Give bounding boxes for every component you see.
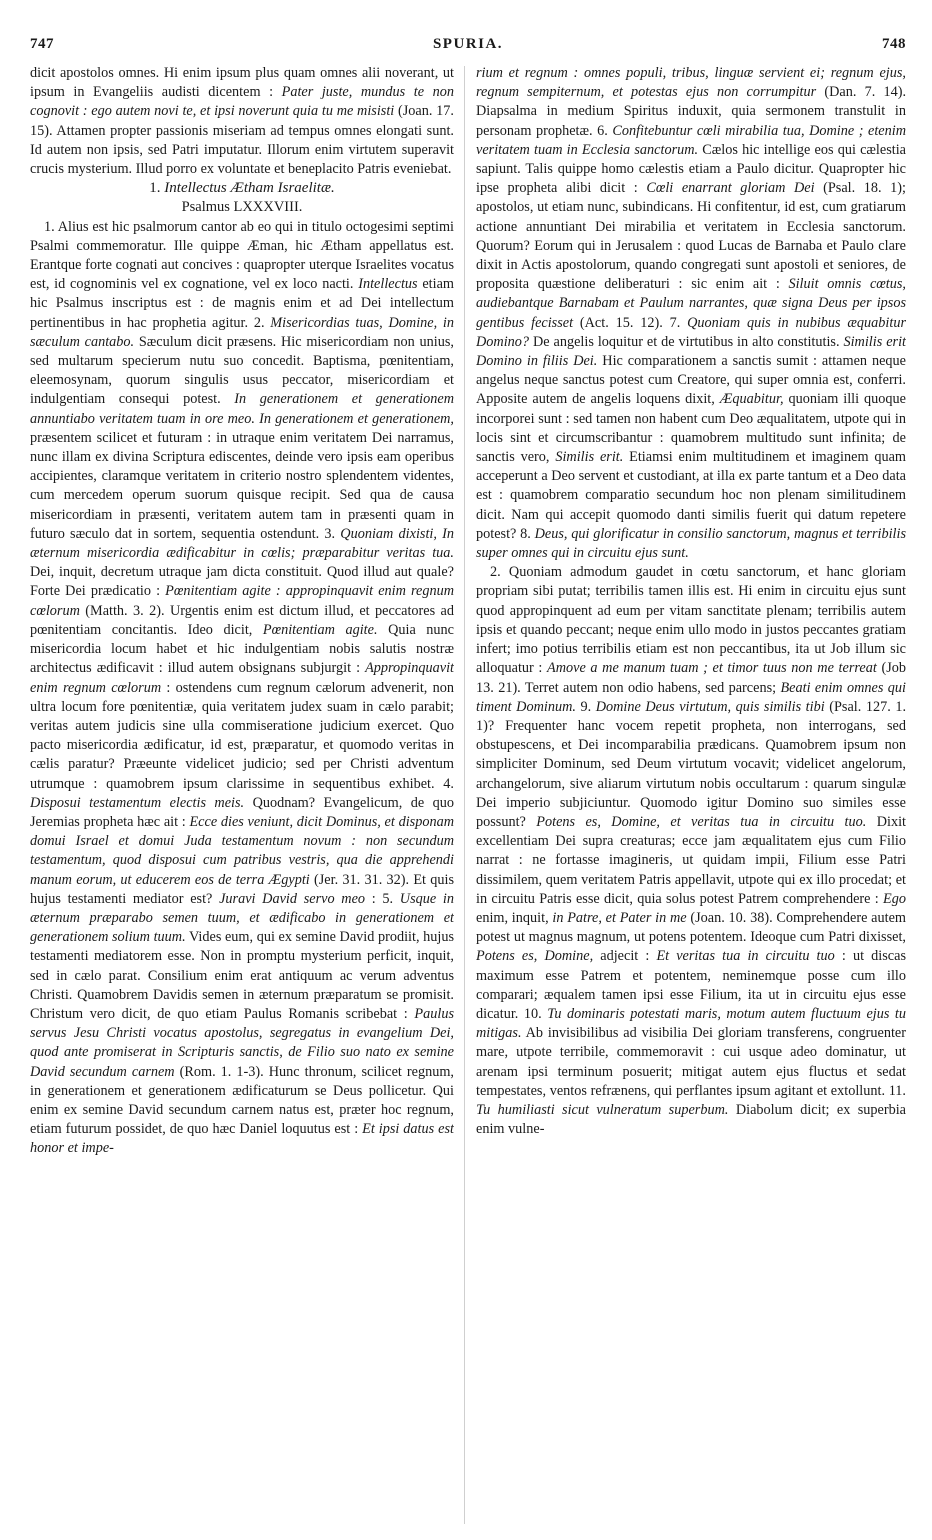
text-run: (Psal. 18. 1); apostolos, ut etiam nunc, subindicans. Hi confitentur, id est, cum gratiarum actione annuntiant Dei mirabilia et veritatem in Ecclesia sanctorum. Quorum? Eorum qui in Jerusalem : quod Lucas de Barnaba et Paulo clare dixit in Actis apostolorum, quando congregati sunt apostoli et seniores, de proposita quæstione deliberaturi : sic enim ait : bbox=[476, 180, 906, 293]
italic-citation-run: Potens es, Domine, bbox=[476, 948, 594, 965]
italic-citation-run: Beati enim omnes qui timent Dominum. bbox=[476, 679, 906, 715]
page-number-left: 747 bbox=[30, 36, 54, 52]
text-run: Quia nunc misericordia locum habet et hic indulgentiam nobis salutis nostræ architectus ædificavit : illud autem obsignans subjurgit : bbox=[30, 621, 454, 677]
text-run: : 5. bbox=[365, 890, 400, 907]
italic-citation-run: Quoniam quis in nubibus æquabitur Domino? bbox=[476, 314, 906, 350]
italic-citation-run: Æquabitur, bbox=[719, 391, 784, 408]
italic-citation-run: Disposui testamentum electis meis. bbox=[30, 794, 245, 811]
text-run: (Psal. 127. 1. 1)? Frequenter hanc vocem repetit propheta, non interrogans, sed obstupescens, et Dei incomparabilia prædicans. Quamobrem ipsum non simpliciter Dominum, sed Deum virtutum vocavit; videlicet angelorum, archangelorum, sive aliarum virtutum nobis occultarum : quarum singulæ Dei imperio subjiciuntur. Quomodo igitur Domino suo similes esse possunt? bbox=[476, 698, 906, 830]
text-run: Cælos hic intellige eos qui cælestia sapiunt. Talis quippe homo cælestis etiam a Paulo dicitur. Quapropter hic ipse propheta alibi dicit : bbox=[476, 141, 906, 197]
text-run: Diabolum dicit; ex superbia enim vulne- bbox=[476, 1101, 906, 1138]
italic-citation-run: Pater juste, mundus te non cognovit : ego autem novi te, et ipsi noverunt quia tu me misisti bbox=[30, 84, 454, 120]
text-run: (Job 13. 21). Terret autem non odio habens, sed parcens; bbox=[476, 660, 906, 696]
italic-citation-run: Similis erit Domino in filiis Dei. bbox=[476, 333, 906, 370]
italic-citation-run: Amove a me manum tuam ; et timor tuus non me terreat bbox=[547, 660, 877, 677]
italic-citation-run: Tu dominaris potestati maris, motum autem fluctuum ejus tu mitigas. bbox=[476, 1005, 906, 1042]
text-run: Ab invisibilibus ad visibilia Dei gloriam transferens, congruenter mare, utpote terribile, commemoravit : cui usque adeo dominatur, ut arenam ipsi terminum posuerit; mitigat autem ejus fluctus et sedat tempestates, ventos refrænens, qui perflantes ipsum agitant et extollunt. 11. bbox=[476, 1025, 906, 1099]
text-run: : ostendens cum regnum cælorum advenerit, non ultra locum fore pœnitentiæ, quia veritatem judex suam in cælo parabit; veritas autem judicis sine ulla commiseratione judicium exercet. Quo pacto misericordia ædificatur, id est, præparatur, et quomodo veritas in cælis paratur? Præeunte videlicet judicio; sed per Christi adventum utrumque : quamobrem ipsum clarissime in sequentibus exhibet. 4. bbox=[30, 679, 454, 792]
italic-citation-run: In generationem et generationem annuntiabo veritatem tuam in ore meo. In generationem et generationem, bbox=[30, 391, 454, 427]
text-run: (Jer. 31. 31. 32). Et quis hujus testamenti mediator est? bbox=[30, 871, 454, 907]
text-run: De angelis loquitur et de virtutibus in alto constitutis. bbox=[529, 333, 844, 350]
italic-citation-run: Appropinquavit enim regnum cœlorum bbox=[30, 660, 454, 696]
text-run: (Rom. 1. 1-3). Hunc thronum, scilicet regnum, in generationem et generationem ædificaturum se Deus pollicetur. Qui enim ex semine David secundum carnem natus est, præter hoc regnum, etiam futurum possidet, de quo hæc Daniel loquutus est : bbox=[30, 1063, 454, 1138]
text-run: Quodnam? Evangelicum, de quo Jeremias propheta hæc ait : bbox=[30, 794, 454, 830]
text-run: Dixit excellentiam Dei supra creaturas; ecce jam æqualitatem ejus cum Filio narrat : ne fortasse imagineris, ut quidam impii, Filium esse Patri dissimilem, quem veritatem Patris appellavit, utpote qui ex illo procedat; et in circuitu Patris esse dicit, quia solus potest Patrem comprehendere : bbox=[476, 813, 906, 907]
text-run: (Matth. 3. 2). Urgentis enim est dictum illud, et peccatores ad pœnitentiam concitantis. Ideo dicit, bbox=[30, 602, 454, 638]
italic-citation-run: Confitebuntur cœli mirabilia tua, Domine ; etenim veritatem tuam in Ecclesia sanctorum. bbox=[476, 122, 906, 158]
text-run: Etiamsi enim multitudinem et imaginem quam acceperunt a Deo servent et custodiant, at illa ex parte tantum et a Deo data est : quamobrem comparatio secundum hoc non plenam similitudinem dicit. Nam qui accepit quomodo danti similis fuerit qui datum repetere potest? 8. bbox=[476, 449, 906, 542]
italic-citation-run: Siluit omnis cœtus, audiebantque Barnabam et Paulum narrantes, quæ signa Deus per ipsos gentibus fecisset bbox=[476, 276, 906, 331]
italic-citation-run: Tu humiliasti sicut vulneratum superbum. bbox=[476, 1101, 729, 1118]
italic-citation-run: Ego bbox=[883, 890, 906, 907]
page-number-right: 748 bbox=[882, 36, 906, 52]
left-paragraph-commentary bbox=[30, 218, 454, 1159]
italic-citation-run: Paulus servus Jesu Christi vocatus apostolus, segregatus in evangelium Dei, quod ante promiserat in Scripturis sanctis, de Filio suo nato ex semine David secundum carnem bbox=[30, 1005, 454, 1080]
italic-citation-run: Et veritas tua in circuitu tuo bbox=[656, 948, 835, 965]
italic-citation-run: in Patre, et Pater in me bbox=[552, 909, 687, 926]
text-run: Dei, inquit, decretum utraque jam dicta constituit. Quod illud aut quale? Forte Dei prædicatio : bbox=[30, 564, 454, 600]
text-run: 2. Quoniam admodum gaudet in cœtu sanctorum, et hanc gloriam propriam sibi putat; terribilis tamen illis est. Hi enim in circuitu ejus sunt quod appropinquent ad eum per vitam sanctitate plenam; terribilis autem ipsis et quando peccant; neque enim ullo modo in justos peccantes gratiam infert; imo potius terribilis etiam est non peccantibus, ita ut Job illum sic alloquatur : bbox=[476, 564, 906, 677]
text-run: præsentem scilicet et futuram : in utraque enim veritatem Dei narramus, nunc illam ex divina Scriptura ediscentes, deinde vero ipsis eam operibus accipientes, claramque veritatem in criterio nostro splendentem videntes, cum mercedem operum suorum quisque recipit. Sed qua de causa misericordiam in præsenti, veritatem autem tam in præsenti quam in futuro sæculo dat in sortem, sequentia ostendunt. 3. bbox=[30, 429, 454, 542]
column-divider bbox=[464, 66, 465, 1524]
italic-citation-run: Juravi David servo meo bbox=[219, 890, 366, 907]
italic-citation-run: Potens es, Domine, et veritas tua in circuitu tuo. bbox=[536, 813, 867, 830]
italic-citation-run: Similis erit. bbox=[555, 449, 624, 466]
right-paragraph-commentary bbox=[476, 563, 906, 1139]
section-number: 1. bbox=[149, 180, 161, 197]
text-run: Vides eum, qui ex semine David prodiit, hujus testamenti mediatorem esse. Non in promptu mysterium perficit, inquit, sed in cælo parat. Consilium enim erat antiquum ac verum adventus Christi. Quamobrem Davidis semen in æternum præparatum se promisit. Christum vero dicit, de quo etiam Paulus Romanis scribebat : bbox=[30, 929, 454, 1022]
text-run: Hic comparationem a sanctis sumit : attamen neque angelus neque sanctus potest cum Creatore, qui super omnia est, conferri. Apposite autem de angelis loquens dixit, bbox=[476, 353, 906, 408]
psalm-label: Psalmus LXXXVIII. bbox=[181, 199, 303, 216]
italic-citation-run: Pœnitentiam agite : appropinquavit enim regnum cœlorum bbox=[30, 583, 454, 619]
right-paragraph-continuation bbox=[476, 64, 906, 563]
text-run: (Joan. 17. 15). Attamen propter passionis miseriam ad tempus omnes elongati sunt. Id autem non ipsis, sed Patri imputatur. Illorum enim virtutem superavit crucis mysterium. Illud porro ex voluntate et beneplacito Patris eveniebat. bbox=[30, 103, 454, 178]
left-column bbox=[30, 64, 454, 1530]
section-title-text: Intellectus Ætham Israelitæ. bbox=[164, 180, 335, 197]
italic-citation-run: Usque in æternum præparabo semen tuum, et ædificabo in generationem et generationem solium tuum. bbox=[30, 890, 454, 946]
text-run: 9. bbox=[575, 698, 596, 715]
text-run: 1. Alius est hic psalmorum cantor ab eo qui in titulo octogesimi septimi Psalmi commemoratur. Ille quippe Æman, hic Ætham appellatus est. Erantque forte cognati aut concives : quapropter uterque Israelites vocatus est, id cognominis vel ex cognatione, vel ex loco nacti. bbox=[30, 218, 454, 293]
italic-citation-run: Domine Deus virtutum, quis similis tibi bbox=[595, 698, 825, 715]
section-title bbox=[30, 179, 454, 198]
italic-citation-run: Et ipsi datus est honor et impe- bbox=[30, 1121, 454, 1157]
page-header bbox=[30, 36, 906, 58]
text-run: dicit apostolos omnes. Hi enim ipsum plus quam omnes alii noverant, ut ipsum in Evangeliis audisti dicentem : bbox=[30, 65, 454, 101]
text-run: Sæculum dicit præsens. Hic misericordiam non unius, sed multarum specierum nutu suo concedit. Baptisma, pœnitentiam, eleemosynam, quorum singulis usus peccator, misericordiam et indulgentiam consequi potest. bbox=[30, 333, 454, 408]
text-run: : ut discas maximum esse Patrem et potentem, neminemque posse cum illo comparari; æqualem tamen ipsi esse Filium, ita ut in circuitu ejus esse dicatur. 10. bbox=[476, 948, 906, 1022]
italic-citation-run: Misericordias tuas, Domine, in sæculum cantabo. bbox=[30, 314, 454, 350]
text-run: quoniam illi quoque incorporei sunt : sed tamen non habent cum Deo æqualitatem, utpote qui in locis sint et circumscribantur : quamobrem multitudo sunt infinita; de sanctis vero, bbox=[476, 391, 906, 466]
text-run: (Act. 15. 12). 7. bbox=[573, 314, 688, 331]
text-run: (Joan. 10. 38). Comprehendere autem potest ut magnus magnum, ut potens potentem. Ideoque cum Patri dixisset, bbox=[476, 909, 906, 946]
text-run: adjecit : bbox=[593, 948, 657, 965]
right-column bbox=[476, 64, 906, 1530]
text-run: enim, inquit, bbox=[476, 909, 553, 926]
italic-citation-run: Quoniam dixisti, In æternum misericordia ædificabitur in cœlis; præparabitur veritas tua. bbox=[30, 525, 454, 562]
text-run: (Dan. 7. 14). Diapsalma in medium Spiritus induxit, quia sermonem transtulit in personam prophetæ. 6. bbox=[476, 84, 906, 139]
italic-citation-run: Cœli enarrant gloriam Dei bbox=[646, 180, 815, 197]
italic-citation-run: Deus, qui glorificatur in consilio sanctorum, magnus et terribilis super omnes qui in circuitu ejus sunt. bbox=[476, 525, 906, 562]
italic-citation-run: Ecce dies veniunt, dicit Dominus, et disponam domui Israel et domui Juda testamentum novum : non secundum testamentum, quod disposui cum patribus vestris, qua die apprehendi manum eorum, ut educerem eos de terra Ægypti bbox=[30, 813, 454, 888]
running-title: SPURIA. bbox=[432, 36, 504, 52]
italic-citation-run: Pœnitentiam agite. bbox=[262, 621, 378, 638]
italic-citation-run: rium et regnum : omnes populi, tribus, linguæ servient ei; regnum ejus, regnum sempiternum, et potestas ejus non corrumpitur bbox=[476, 65, 906, 101]
left-paragraph-continuation bbox=[30, 64, 454, 179]
text-run: etiam hic Psalmus inscriptus est : de magnis enim et ad Dei intellectum pertinentibus in hac prophetia agitur. 2. bbox=[30, 276, 454, 331]
italic-citation-run: Intellectus bbox=[358, 276, 418, 293]
